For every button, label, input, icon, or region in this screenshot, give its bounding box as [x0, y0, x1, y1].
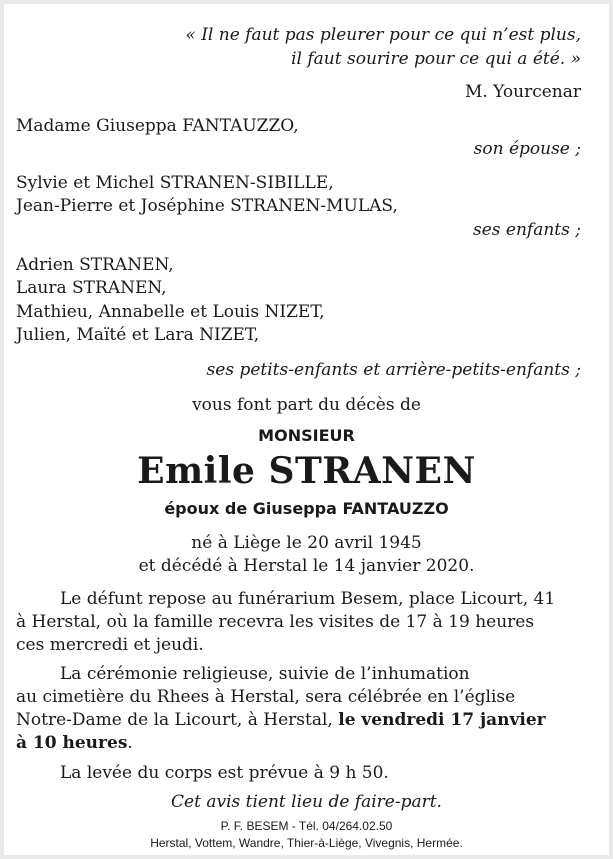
spouse-role: son épouse ;: [473, 139, 581, 159]
children-role: ses enfants ;: [473, 220, 581, 240]
grandchild-name: Adrien STRANEN,: [16, 255, 174, 275]
paragraph-1-line: à Herstal, où la famille recevra les visites de 17 à 19 heures: [16, 612, 535, 632]
grandchild-name: Mathieu, Annabelle et Louis NIZET,: [16, 302, 325, 322]
notice: Cet avis tient lieu de faire-part.: [171, 792, 442, 812]
quote-line-1: « Il ne faut pas pleurer pour ce qui n’est plus,: [185, 25, 581, 45]
obituary-card: [4, 4, 609, 855]
paragraph-1-line: ces mercredi et jeudi.: [16, 635, 204, 655]
funeral-home: P. F. BESEM - Tél. 04/264.02.50: [220, 819, 393, 833]
paragraph-2-line: [16, 732, 133, 754]
spouse-name: Madame Giuseppa FANTAUZZO,: [16, 116, 299, 136]
paragraph-1-line: Le défunt repose au funérarium Besem, place Licourt, 41: [60, 589, 556, 609]
grandchild-name: Julien, Maïté et Lara NIZET,: [16, 325, 260, 345]
paragraph-2-line: [16, 709, 546, 731]
ceremony-place: Notre-Dame de la Licourt, à Herstal,: [16, 710, 339, 730]
husband-of: époux de Giuseppa FANTAUZZO: [164, 499, 449, 518]
child-name: Sylvie et Michel STRANEN-SIBILLE,: [16, 173, 334, 193]
deceased-name: Emile STRANEN: [137, 450, 476, 492]
quote-line-2: il faut sourire pour ce qui a été. »: [291, 49, 581, 69]
ceremony-time: à 10 heures: [16, 733, 128, 753]
grandchildren-role: ses petits-enfants et arrière-petits-enfants ;: [206, 360, 581, 380]
ceremony-period: .: [127, 733, 133, 753]
paragraph-2-line: La cérémonie religieuse, suivie de l’inhumation: [60, 664, 470, 684]
birth-info: né à Liège le 20 avril 1945: [191, 533, 422, 553]
paragraph-3: La levée du corps est prévue à 9 h 50.: [60, 763, 389, 783]
ceremony-date: le vendredi 17 janvier: [338, 710, 546, 730]
title-monsieur: MONSIEUR: [258, 426, 355, 445]
child-name: Jean-Pierre et Joséphine STRANEN-MULAS,: [16, 196, 398, 216]
paragraph-2-line: au cimetière du Rhees à Herstal, sera célébrée en l’église: [16, 687, 516, 707]
quote-author: M. Yourcenar: [464, 82, 581, 102]
grandchild-name: Laura STRANEN,: [16, 278, 167, 298]
death-info: et décédé à Herstal le 14 janvier 2020.: [138, 556, 475, 576]
funeral-home-locations: Herstal, Vottem, Wandre, Thier-à-Liège, Vivegnis, Hermée.: [150, 836, 463, 850]
announcement: vous font part du décès de: [192, 395, 421, 415]
